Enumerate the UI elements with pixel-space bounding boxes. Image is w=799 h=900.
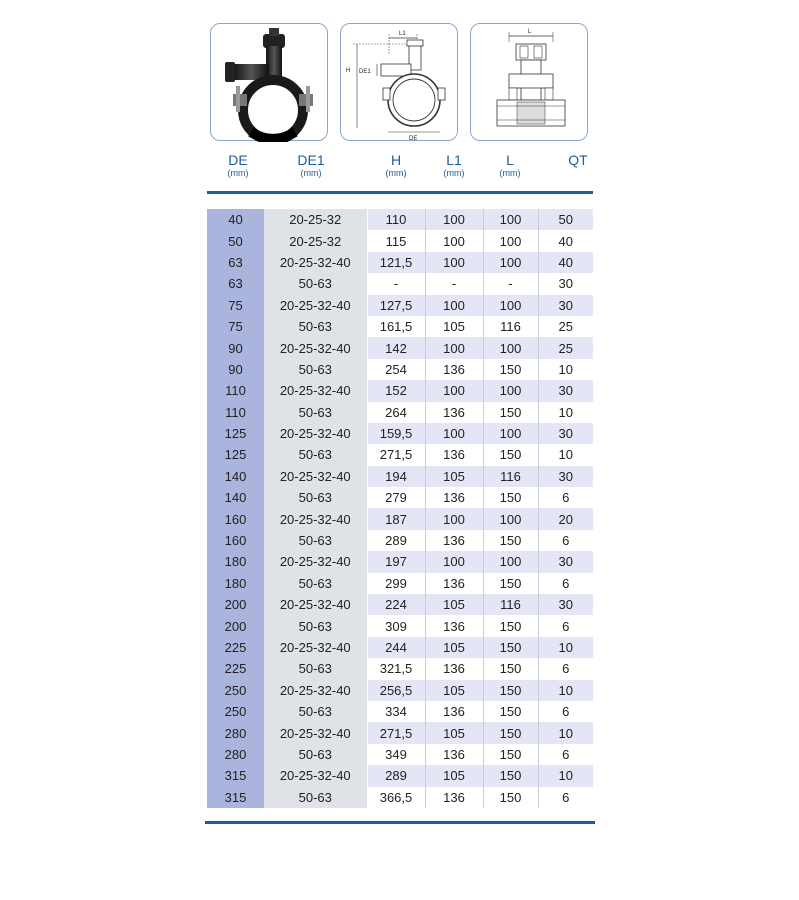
cell-de: 160 [207,508,264,529]
cell-qt: 6 [538,744,593,765]
l-dimension-label: L [528,29,532,35]
cell-de1: 50-63 [264,701,367,722]
cell-de1: 20-25-32-40 [264,551,367,572]
table-row [207,423,593,444]
cell-l1: 136 [425,615,483,636]
cell-l: 150 [483,701,538,722]
cell-de: 90 [207,337,264,358]
cell-qt: 10 [538,637,593,658]
cell-de: 140 [207,487,264,508]
cell-l: 116 [483,466,538,487]
cell-de1: 50-63 [264,316,367,337]
cell-qt: 10 [538,722,593,743]
cell-de1: 20-25-32-40 [264,337,367,358]
table-row [207,637,593,658]
cell-qt: 6 [538,615,593,636]
cell-qt: 6 [538,787,593,808]
cell-h: 366,5 [367,787,425,808]
cell-l: 100 [483,337,538,358]
de-dimension-label: DE [409,136,418,142]
cell-l: 150 [483,359,538,380]
table-row [207,380,593,401]
header-l1 [430,152,478,179]
side-view-card [470,23,588,141]
cell-qt: 10 [538,765,593,786]
cell-qt: 30 [538,551,593,572]
cell-qt: 40 [538,230,593,251]
de1-dimension-label: DE1 [359,69,371,75]
table-row [207,337,593,358]
cell-l1: 136 [425,359,483,380]
cell-h: 110 [367,209,425,230]
cell-h: 197 [367,551,425,572]
cell-h: 256,5 [367,680,425,701]
cell-de: 280 [207,744,264,765]
cell-h: 121,5 [367,252,425,273]
cell-qt: 30 [538,423,593,444]
cell-de1: 50-63 [264,359,367,380]
side-view-drawing [471,24,589,142]
cell-h: 244 [367,637,425,658]
table-row [207,316,593,337]
cell-de1: 20-25-32-40 [264,295,367,316]
cell-de1: 50-63 [264,273,367,294]
cell-l: 150 [483,658,538,679]
cell-l1: 105 [425,680,483,701]
cell-h: 334 [367,701,425,722]
cell-h: 349 [367,744,425,765]
cell-l: 100 [483,508,538,529]
cell-de: 225 [207,658,264,679]
cell-l1: 100 [425,295,483,316]
table-row [207,722,593,743]
cell-qt: 20 [538,508,593,529]
cell-l: 150 [483,722,538,743]
cell-de: 180 [207,573,264,594]
cell-de1: 20-25-32-40 [264,380,367,401]
cell-h: 142 [367,337,425,358]
header-h [371,152,421,179]
cell-qt: 40 [538,252,593,273]
cell-de: 315 [207,765,264,786]
cell-de1: 50-63 [264,573,367,594]
cell-h: 299 [367,573,425,594]
saddle-tee-photo [211,24,329,142]
cell-qt: 6 [538,658,593,679]
cell-de1: 50-63 [264,530,367,551]
cell-l: 116 [483,316,538,337]
cell-qt: 30 [538,380,593,401]
cell-l1: 136 [425,530,483,551]
cell-de: 125 [207,444,264,465]
cell-de1: 50-63 [264,787,367,808]
cell-de1: 20-25-32-40 [264,466,367,487]
cell-l1: 100 [425,508,483,529]
cell-de1: 20-25-32 [264,230,367,251]
cell-l1: 100 [425,423,483,444]
cell-de: 250 [207,680,264,701]
table-row [207,787,593,808]
cell-h: 309 [367,615,425,636]
table-row [207,701,593,722]
table-row [207,615,593,636]
cell-de: 200 [207,594,264,615]
cell-de1: 20-25-32-40 [264,252,367,273]
table-row [207,230,593,251]
cell-l: 100 [483,252,538,273]
cell-h: 271,5 [367,444,425,465]
cell-l: 150 [483,530,538,551]
cell-h: 152 [367,380,425,401]
table-row [207,209,593,230]
cell-de1: 20-25-32-40 [264,423,367,444]
cell-l1: 105 [425,594,483,615]
cell-de1: 50-63 [264,658,367,679]
cell-l1: 100 [425,230,483,251]
cell-qt: 10 [538,402,593,423]
cell-l1: 136 [425,487,483,508]
cell-qt: 30 [538,273,593,294]
cell-qt: 50 [538,209,593,230]
dimensions-table-body [207,209,593,808]
cell-h: 279 [367,487,425,508]
header-rule [207,191,593,194]
table-row [207,680,593,701]
cell-de1: 20-25-32-40 [264,765,367,786]
cell-l1: - [425,273,483,294]
cell-l: 100 [483,209,538,230]
footer-rule [205,821,595,824]
cell-l: 150 [483,402,538,423]
cell-de1: 20-25-32 [264,209,367,230]
cell-l: 150 [483,573,538,594]
table-row [207,444,593,465]
cell-l1: 136 [425,658,483,679]
cell-l1: 105 [425,722,483,743]
cell-h: 264 [367,402,425,423]
table-row [207,551,593,572]
cell-de1: 20-25-32-40 [264,594,367,615]
cell-l: 100 [483,380,538,401]
table-row [207,487,593,508]
cell-h: 159,5 [367,423,425,444]
header-qt-label: QT [568,152,588,168]
cell-de: 200 [207,615,264,636]
cell-de: 75 [207,295,264,316]
header-de [212,152,264,179]
cell-de: 140 [207,466,264,487]
cell-qt: 10 [538,359,593,380]
cell-l1: 136 [425,573,483,594]
cell-l1: 105 [425,637,483,658]
cell-de: 315 [207,787,264,808]
cell-de: 63 [207,273,264,294]
cell-h: - [367,273,425,294]
cell-l: 150 [483,637,538,658]
header-de1 [275,152,347,179]
table-row [207,466,593,487]
cell-l1: 105 [425,316,483,337]
dimension-drawing [341,24,459,142]
cell-de: 160 [207,530,264,551]
header-l-unit: (mm) [499,168,521,178]
product-photo-card [210,23,328,141]
cell-de: 50 [207,230,264,251]
cell-h: 224 [367,594,425,615]
cell-l1: 136 [425,701,483,722]
cell-de1: 50-63 [264,615,367,636]
header-l1-label: L1 [446,152,462,168]
table-row [207,744,593,765]
cell-de1: 20-25-32-40 [264,637,367,658]
header-de-label: DE [228,152,248,168]
header-de-unit: (mm) [227,168,249,178]
cell-l: 100 [483,423,538,444]
cell-de: 180 [207,551,264,572]
l1-dimension-label: L1 [399,31,406,37]
cell-de: 90 [207,359,264,380]
cell-de1: 50-63 [264,487,367,508]
cell-de1: 50-63 [264,402,367,423]
cell-qt: 10 [538,680,593,701]
cell-qt: 30 [538,466,593,487]
table-row [207,765,593,786]
cell-l1: 136 [425,402,483,423]
cell-l: 150 [483,744,538,765]
cell-l: 116 [483,594,538,615]
header-qt [558,152,598,168]
cell-l: 150 [483,615,538,636]
cell-l1: 100 [425,380,483,401]
header-l [486,152,534,179]
header-de1-unit: (mm) [300,168,322,178]
cell-h: 187 [367,508,425,529]
cell-de: 225 [207,637,264,658]
cell-l: 150 [483,680,538,701]
cell-l1: 105 [425,765,483,786]
cell-l: 100 [483,551,538,572]
table-row [207,402,593,423]
cell-l1: 105 [425,466,483,487]
table-row [207,252,593,273]
cell-de: 110 [207,402,264,423]
cell-de1: 20-25-32-40 [264,722,367,743]
cell-de: 250 [207,701,264,722]
cell-l1: 136 [425,787,483,808]
table-row [207,359,593,380]
cell-qt: 25 [538,337,593,358]
cell-de: 280 [207,722,264,743]
cell-de1: 50-63 [264,744,367,765]
dimension-drawing-card [340,23,458,141]
cell-l: - [483,273,538,294]
table-row [207,508,593,529]
table-row [207,573,593,594]
cell-de1: 20-25-32-40 [264,508,367,529]
cell-qt: 6 [538,530,593,551]
cell-l: 100 [483,295,538,316]
dimensions-table [207,209,593,808]
cell-l: 150 [483,444,538,465]
table-row [207,594,593,615]
cell-h: 254 [367,359,425,380]
cell-de: 125 [207,423,264,444]
cell-de: 63 [207,252,264,273]
cell-de1: 20-25-32-40 [264,680,367,701]
cell-l1: 100 [425,337,483,358]
cell-de: 40 [207,209,264,230]
cell-l: 150 [483,787,538,808]
cell-de: 110 [207,380,264,401]
cell-l: 150 [483,765,538,786]
cell-h: 127,5 [367,295,425,316]
table-row [207,658,593,679]
header-h-unit: (mm) [385,168,407,178]
cell-l1: 100 [425,209,483,230]
cell-de: 75 [207,316,264,337]
cell-h: 289 [367,530,425,551]
cell-qt: 30 [538,295,593,316]
cell-h: 115 [367,230,425,251]
cell-h: 321,5 [367,658,425,679]
cell-l: 100 [483,230,538,251]
cell-qt: 6 [538,573,593,594]
header-l-label: L [506,152,514,168]
h-dimension-label: H [346,68,351,74]
cell-h: 161,5 [367,316,425,337]
cell-l1: 100 [425,252,483,273]
cell-h: 271,5 [367,722,425,743]
table-row [207,530,593,551]
cell-de1: 50-63 [264,444,367,465]
cell-qt: 30 [538,594,593,615]
table-row [207,273,593,294]
cell-h: 289 [367,765,425,786]
table-row [207,295,593,316]
header-de1-label: DE1 [297,152,325,168]
cell-qt: 6 [538,701,593,722]
header-l1-unit: (mm) [443,168,465,178]
cell-h: 194 [367,466,425,487]
cell-qt: 25 [538,316,593,337]
cell-l: 150 [483,487,538,508]
cell-qt: 6 [538,487,593,508]
header-h-label: H [390,152,402,168]
cell-l1: 136 [425,444,483,465]
cell-l1: 100 [425,551,483,572]
cell-l1: 136 [425,744,483,765]
cell-qt: 10 [538,444,593,465]
